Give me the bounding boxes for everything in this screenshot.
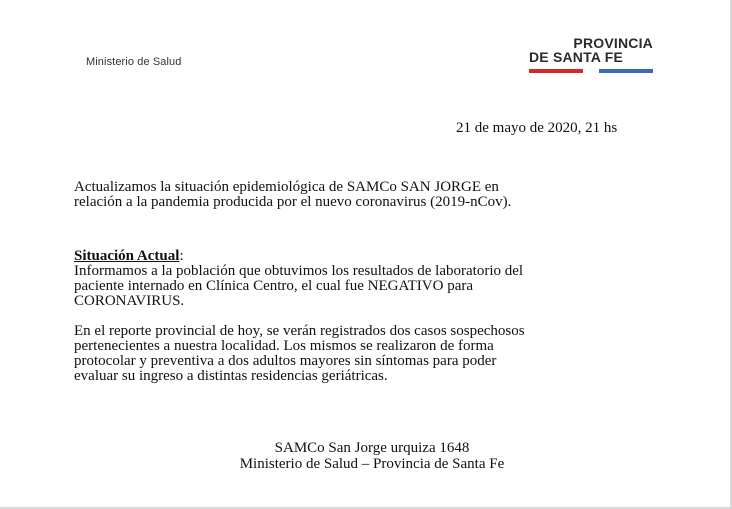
- ministry-label: Ministerio de Salud: [86, 56, 182, 68]
- logo-line-2: DE SANTA FE: [529, 49, 623, 65]
- report-line: pertenecientes a nuestra localidad. Los mismos se realizaron de forma: [74, 338, 494, 354]
- logo-line-1: PROVINCIA: [573, 35, 653, 51]
- intro-line: Actualizamos la situación epidemiológica de SAMCo SAN JORGE en: [74, 179, 499, 195]
- section-line: paciente internado en Clínica Centro, el cual fue NEGATIVO para: [74, 278, 474, 294]
- document-date: 21 de mayo de 2020, 21 hs: [456, 120, 618, 136]
- section-heading-row: [74, 249, 674, 264]
- footer-ministry: Ministerio de Salud – Provincia de Santa Fe: [239, 456, 505, 472]
- footer-address: SAMCo San Jorge urquiza 1648: [274, 440, 470, 456]
- logo-color-bars: [529, 69, 655, 73]
- logo-blue-bar: [599, 69, 653, 73]
- intro-line: relación a la pandemia producida por el nuevo coronavirus (2019-nCov).: [74, 194, 512, 210]
- report-paragraph: [74, 324, 674, 384]
- intro-paragraph: [74, 180, 674, 210]
- report-line: evaluar su ingreso a distintas residencias geriátricas.: [74, 368, 388, 384]
- section-line: CORONAVIRUS.: [74, 293, 185, 309]
- provincia-santa-fe-logo: [529, 36, 655, 73]
- section-heading-colon: :: [179, 248, 184, 264]
- logo-red-bar: [529, 69, 583, 73]
- report-line: En el reporte provincial de hoy, se verán registrados dos casos sospechosos: [74, 323, 525, 339]
- section-line: Informamos a la población que obtuvimos los resultados de laboratorio del: [74, 263, 524, 279]
- section-heading: Situación Actual: [74, 248, 180, 264]
- report-line: protocolar y preventiva a dos adultos mayores sin síntomas para poder: [74, 353, 497, 369]
- situation-section: [74, 249, 674, 309]
